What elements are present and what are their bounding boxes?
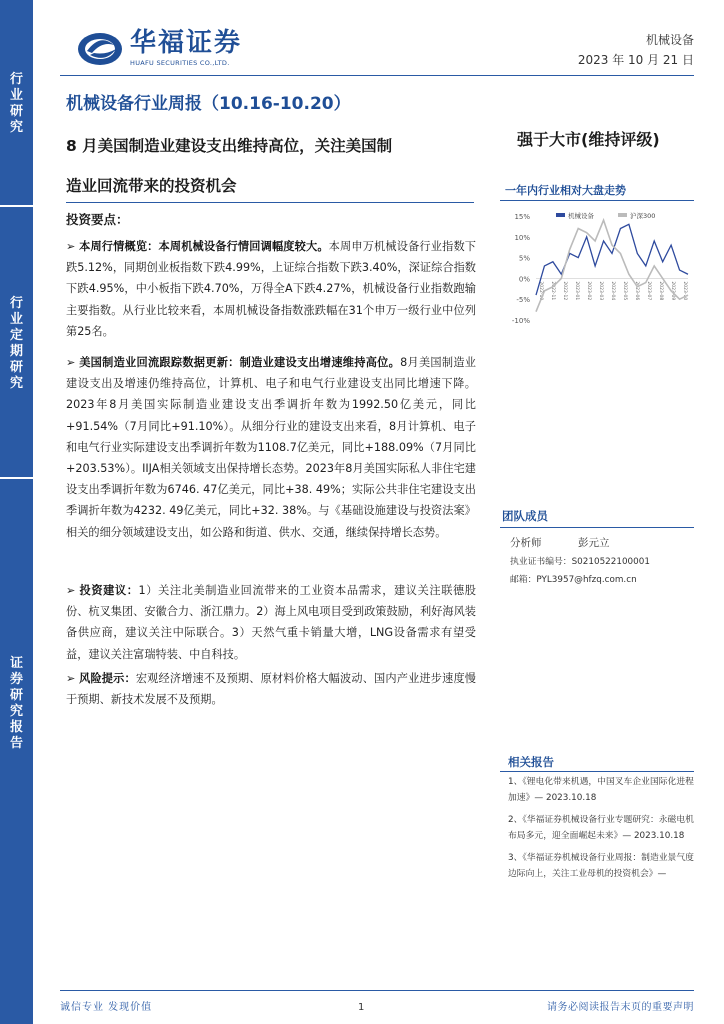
key-point-4-bold: 风险提示：: [79, 672, 136, 685]
chart-x-tick-label: 2023-01: [574, 281, 579, 301]
report-title: 机械设备行业周报（10.16-10.20）: [66, 94, 351, 114]
chart-y-tick-label: 10%: [514, 233, 530, 242]
chart-x-tick-label: 2023-02: [586, 281, 591, 301]
key-point-1: [66, 236, 476, 342]
sidebar-label-securities: 证券研究报告: [9, 656, 23, 751]
chart-x-tick-label: 2023-03: [598, 281, 603, 301]
chart-legend-label: 机械设备: [568, 212, 594, 220]
chart-x-tick-label: 2022-11: [550, 281, 555, 301]
key-point-4: [66, 668, 476, 710]
footer-divider: [60, 990, 694, 991]
sidebar-label-industry: 行业研究: [9, 72, 23, 135]
chart-x-tick-label: 2023-04: [610, 281, 615, 301]
chart-legend-label: 沪深300: [630, 212, 656, 220]
license-row: [510, 554, 650, 567]
bullet-arrow-icon: ➢: [66, 240, 80, 253]
report-subtitle-line2: 造业回流带来的投资机会: [66, 177, 237, 195]
chart-title-underline: [500, 200, 694, 201]
email-link[interactable]: PYL3957@hfzq.com.cn: [536, 575, 637, 585]
bullet-arrow-icon: ➢: [66, 584, 80, 597]
header-category: 机械设备: [645, 33, 694, 47]
chart-y-tick-label: -10%: [511, 317, 530, 325]
logo-text-cn: 华福证券: [130, 28, 243, 58]
bullet-arrow-icon: ➢: [66, 672, 80, 685]
logo-mark-icon: [76, 29, 124, 69]
team-divider: [500, 527, 694, 528]
chart-legend-swatch: [556, 213, 565, 217]
footer-disclaimer: 请务必阅读报告末页的重要声明: [547, 1002, 694, 1013]
related-divider: [500, 771, 694, 772]
header-divider: [60, 75, 694, 76]
chart-x-tick-label: 2023-07: [646, 281, 651, 301]
report-subtitle-line1: 8 月美国制造业建设支出维持高位，关注美国制: [66, 137, 393, 155]
chart-x-tick-label: 2022-12: [562, 281, 567, 301]
team-title: 团队成员: [502, 509, 548, 523]
key-point-1-text: 本周申万机械设备行业指数下跌5.12%，同期创业板指数下跌4.99%，上证综合指数下跌3.40%，深证综合指数下跌4.95%，中小板指下跌4.70%，万得全A下跌4.27%，机械设备行业指数跑输主要指数。从行业比较来看，本周机械设备指数涨跌幅在31个申万一级行业中位列第25名。: [66, 240, 476, 338]
page-number: 1: [358, 1002, 365, 1013]
related-item-2[interactable]: 2、《华福证券机械设备行业专题研究：永磁电机布局多元，迎全面崛起未来》— 2023.10.18: [508, 815, 694, 841]
related-list: [508, 774, 696, 888]
related-item-1[interactable]: 1、《锂电化带来机遇，中国叉车企业国际化进程加速》— 2023.10.18: [508, 777, 694, 803]
analyst-role: 分析师: [510, 537, 542, 549]
license-number: S0210522100001: [571, 557, 650, 567]
key-point-2: [66, 352, 476, 543]
chart-y-tick-label: -5%: [516, 296, 530, 305]
sidebar-label-periodic: 行业定期研究: [9, 296, 23, 391]
email-label: 邮箱：: [510, 575, 537, 585]
key-point-3-bold: 投资建议：: [79, 584, 139, 597]
header-date: 2023 年 10 月 21 日: [577, 53, 694, 67]
chart-y-tick-label: 0%: [518, 275, 530, 284]
bullet-arrow-icon: ➢: [66, 356, 80, 369]
key-points-heading: 投资要点：: [66, 212, 129, 227]
key-point-1-bold: 本周行情概览：本周机械设备行情回调幅度较大。: [79, 240, 329, 253]
key-point-4-text: 宏观经济增速不及预期、原材料价格大幅波动、国内产业进步速度慢于预期、新技术发展不及预期。: [66, 672, 476, 707]
key-point-3: [66, 580, 476, 665]
license-label: 执业证书编号：: [510, 557, 572, 567]
chart-y-tick-label: 5%: [518, 254, 530, 263]
chart-x-tick-label: 2023-05: [622, 281, 627, 301]
chart-title: 一年内行业相对大盘走势: [505, 184, 626, 197]
rating: 强于大市(维持评级): [517, 130, 660, 149]
chart-x-tick-label: 2023-09: [670, 281, 675, 301]
related-item-3[interactable]: 3、《华福证券机械设备行业周报：制造业景气度边际向上，关注工业母机的投资机会》—: [508, 853, 694, 879]
related-title: 相关报告: [508, 755, 554, 769]
key-point-2-bold: 美国制造业回流跟踪数据更新：制造业建设支出增速维持高位。: [79, 356, 401, 369]
relative-performance-chart: [500, 206, 694, 326]
logo-text-en: HUAFU SECURITIES CO.,LTD.: [130, 59, 230, 67]
key-point-3-text: 1）关注北美制造业回流带来的工业资本品需求，建议关注联德股份、杭叉集团、安徽合力、浙江鼎力。2）海上风电项目受到政策鼓励，利好海风装备供应商，建议关注中际联合。3）天然气重卡销量大增，LNG设备需求有望受益，建议关注富瑞特装、中自科技。: [66, 584, 476, 661]
title-divider: [66, 202, 474, 203]
chart-x-tick-label: 2023-06: [634, 281, 639, 301]
chart-y-tick-label: 15%: [514, 213, 530, 221]
analyst-name: 彭元立: [578, 537, 610, 549]
chart-legend-swatch: [618, 213, 627, 217]
chart-x-tick-label: 2023-08: [658, 281, 663, 301]
company-logo: [76, 28, 266, 70]
email-row: [510, 572, 637, 585]
chart-x-tick-label: 2022-10: [538, 281, 543, 301]
footer-slogan: 诚信专业 发现价值: [60, 1002, 153, 1013]
key-point-2-text: 8月美国制造业建设支出及增速仍维持高位，计算机、电子和电气行业建设支出同比增速下降。2023年8月美国实际制造业建设支出季调折年数为1992.50亿美元，同比+91.54%（7月同比+91.10%）。从细分行业的建设支出来看，8月计算机、电子和电气行业实际建设支出季调折年数为1108.7亿美元，同比+188.09%（7月同比+203.53%）。IIJA相关领域支出保持增长态势。2023年8月美国实际私人非住宅建设支出季调折年数为6746. 47亿美元，同比+38. 49%；实际公共非住宅建设支出季调折年数为4232. 49亿美元，同比+32. 38%。与《基础设施建设与投资法案》相关的细分领域建设支出，如公路和街道、供水、交通，继续保持增长态势。: [66, 356, 476, 539]
chart-x-tick-label: 2023-10: [682, 281, 687, 301]
